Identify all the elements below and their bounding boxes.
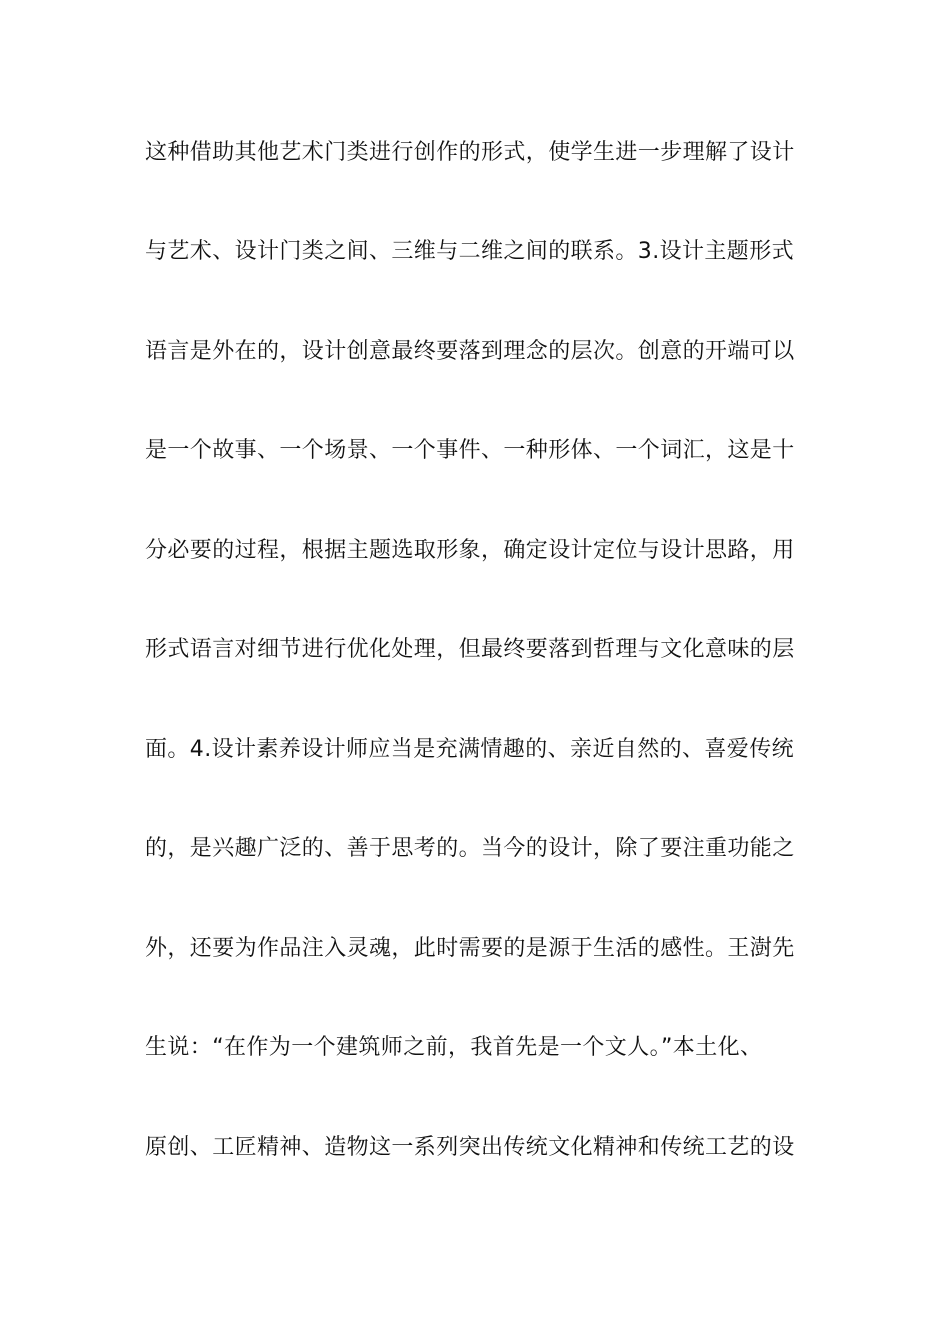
paragraph-line: 原创、工匠精神、造物这一系列突出传统文化精神和传统工艺的设 (145, 1135, 795, 1160)
paragraph-line: 的，是兴趣广泛的、善于思考的。当今的设计，除了要注重功能之 (145, 836, 795, 861)
paragraph-line: 生说：“在作为一个建筑师之前，我首先是一个文人。”本土化、 (145, 1035, 763, 1060)
paragraph-line: 与艺术、设计门类之间、三维与二维之间的联系。3.设计主题形式 (145, 239, 794, 264)
paragraph-line: 形式语言对细节进行优化处理，但最终要落到哲理与文化意味的层 (145, 637, 795, 662)
paragraph-line: 是一个故事、一个场景、一个事件、一种形体、一个词汇，这是十 (145, 438, 795, 463)
paragraph-line: 语言是外在的，设计创意最终要落到理念的层次。创意的开端可以 (145, 339, 795, 364)
paragraph-line: 分必要的过程，根据主题选取形象，确定设计定位与设计思路，用 (145, 538, 795, 563)
paragraph-line: 这种借助其他艺术门类进行创作的形式，使学生进一步理解了设计 (145, 140, 795, 165)
paragraph-line: 外，还要为作品注入灵魂，此时需要的是源于生活的感性。王澍先 (145, 936, 795, 961)
paragraph-line: 面。4.设计素养设计师应当是充满情趣的、亲近自然的、喜爱传统 (145, 737, 794, 762)
